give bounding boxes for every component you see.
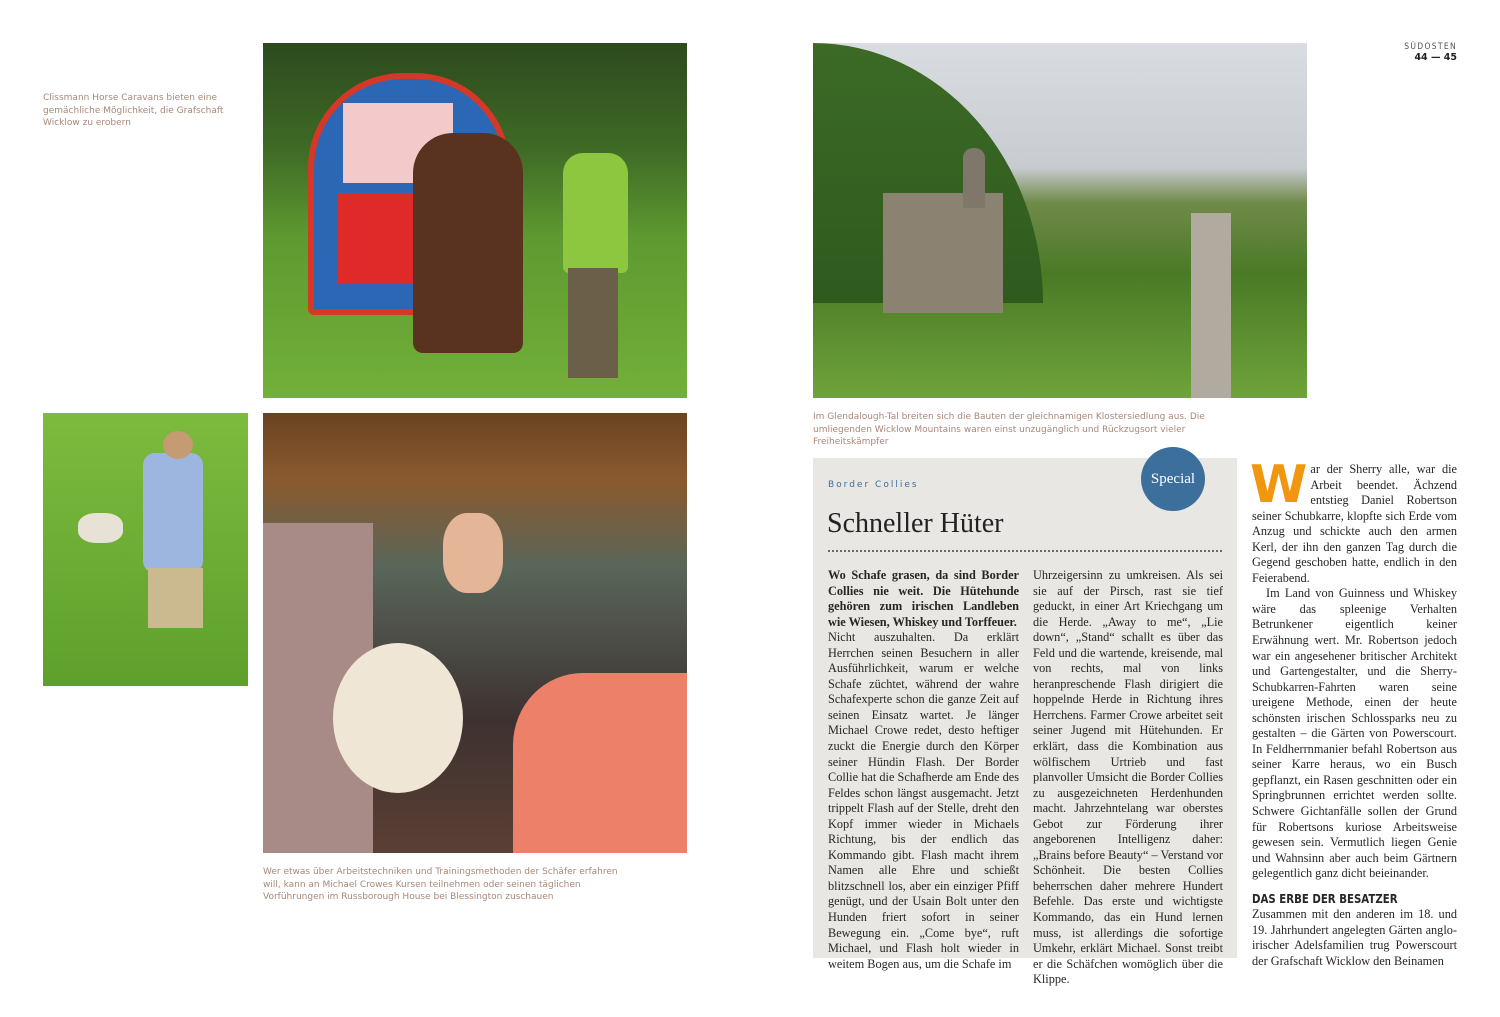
article-para-1: ar der Sherry alle, war die Arbeit beendet. Ächzend entstieg Daniel Robertson seiner Schubkarre, klopfte sich Erde vom Anzug und schickte auch den armen Kerl, der ihn den ganzen Tag durch die Gegend geschoben hatte, endlich in den Feierabend. bbox=[1252, 462, 1457, 585]
special-kicker: Border Collies bbox=[828, 480, 919, 490]
article-subhead: DAS ERBE DER BESATZER bbox=[1252, 891, 1398, 906]
special-badge-label: Special bbox=[1150, 470, 1196, 487]
special-column-1 bbox=[828, 568, 1019, 972]
photo-shepherd-field bbox=[43, 413, 248, 686]
photo-horse-caravan bbox=[263, 43, 687, 398]
running-header bbox=[1395, 42, 1457, 63]
photo-glendalough bbox=[813, 43, 1307, 398]
photo-kids-sheep bbox=[263, 413, 687, 853]
special-badge bbox=[1141, 447, 1205, 511]
special-lead: Wo Schafe grasen, da sind Border Collies nie weit. Die Hütehunde gehören zum irischen Landleben wie Wiesen, Whiskey und Torffeuer. bbox=[828, 568, 1019, 629]
article-column bbox=[1250, 455, 1457, 970]
article-para-2: Im Land von Guinness und Whiskey wäre das spleenige Verhalten Betrunkener eigentlich keiner Erwähnung wert. Mr. Robertson jedoch war ein angesehener britischer Architekt und Gartengestalter, und die Sherry-Schubkarren-Fahrten waren seine ureigene Methode, einen der heute schönsten irischen Schlossparks neu zu gestalten – die Gärten von Powerscourt. In Feldherrnmanier befahl Robertson aus seiner Karre heraus, wo ein Busch gepflanzt, ein Rasen geschnitten oder ein Springbrunnen errichtet werden sollte. Schwere Gichtanfälle sollen der Grund für Robertsons kuriose Arbeitsweise gewesen sein. Vermutlich liegen Genie und Wahnsinn aber auch beim Gärtnern gelegentlich ganz dicht beieinander. bbox=[1252, 586, 1457, 881]
section-label: SÜDOSTEN bbox=[1404, 42, 1457, 52]
caption-caravan: Clissmann Horse Caravans bieten eine gemächliche Möglichkeit, die Grafschaft Wicklow zu erobern bbox=[43, 93, 224, 129]
caption-glendalough: Im Glendalough-Tal breiten sich die Bauten der gleichnamigen Klostersiedlung aus. Die umliegenden Wicklow Mountains waren einst unzugänglich und Rückzugsort vieler Freiheitskämpfer bbox=[813, 412, 1205, 448]
special-column-2 bbox=[1033, 568, 1223, 988]
drop-cap: W bbox=[1250, 455, 1308, 515]
caption-shepherd: Wer etwas über Arbeitstechniken und Trainingsmethoden der Schäfer erfahren will, kann an Michael Crowes Kursen teilnehmen oder seinen täglichen Vorführungen im Russborough House bei Blessington zuschauen bbox=[263, 867, 618, 903]
article-para-3: Zusammen mit den anderen im 18. und 19. Jahrhundert angelegten Gärten anglo-irischer Adelsfamilien trug Powerscourt der Grafschaft Wicklow den Beinamen bbox=[1252, 907, 1457, 968]
special-title: Schneller Hüter bbox=[827, 508, 1004, 539]
title-divider bbox=[828, 550, 1222, 552]
page-numbers: 44 — 45 bbox=[1414, 52, 1457, 63]
special-body-1: Nicht auszuhalten. Da erklärt Herrchen seinen Besuchern in aller Ausführlichkeit, warum er welche Schafe züchtet, während der wahre Schafexperte schon die ganze Zeit auf seinen Einsatz wartet. Je länger Michael Crowe redet, desto heftiger zuckt die Energie durch den Körper seiner Hündin Flash. Der Border Collie hat die Schafherde am Ende des Feldes schon längst ausgemacht. Jetzt trippelt Flash auf der Stelle, dreht den Kopf immer wieder in Michaels Richtung, bis der endlich das Kommando gibt. Flash macht ihrem Namen alle Ehre und schießt blitzschnell los, aber ein einziger Pfiff genügt, und der Usain Bolt unter den Hunden friert sofort in seiner Bewegung ein. „Come bye“, ruft Michael, und Flash holt wieder in weitem Bogen aus, um die Schafe im bbox=[828, 630, 1019, 971]
special-body-2: Uhrzeigersinn zu umkreisen. Als sei sie auf der Pirsch, rast sie tief geduckt, in einer Art Kriechgang um die Herde. „Away to me“, „Lie down“, „Stand“ schallt es über das Feld und die wartende, kreisende, mal von rechts, mal von links heranpreschende Flash dirigiert die hoppelnde Herde in Richtung ihres Herrchens. Farmer Crowe arbeitet seit seiner Jugend mit Hütehunden. Er erklärt, dass die Kombination aus wölfischem Urtrieb und fast planvoller Umsicht die Border Collies zu ausgezeichneten Herdenhunden macht. Jahrzehntelang war oberstes Gebot zur Förderung ihrer angeborenen Intelligenz daher: „Brains before Beauty“ – Verstand vor Schönheit. Die besten Collies beherrschen daher mehrere Hundert Befehle. Das erste und wichtigste Kommando, das ein Hund lernen muss, ist allerdings die sofortige Umkehr, erklärt Michael. Sonst treibt er die Schäfchen womöglich über die Klippe. bbox=[1033, 568, 1223, 987]
